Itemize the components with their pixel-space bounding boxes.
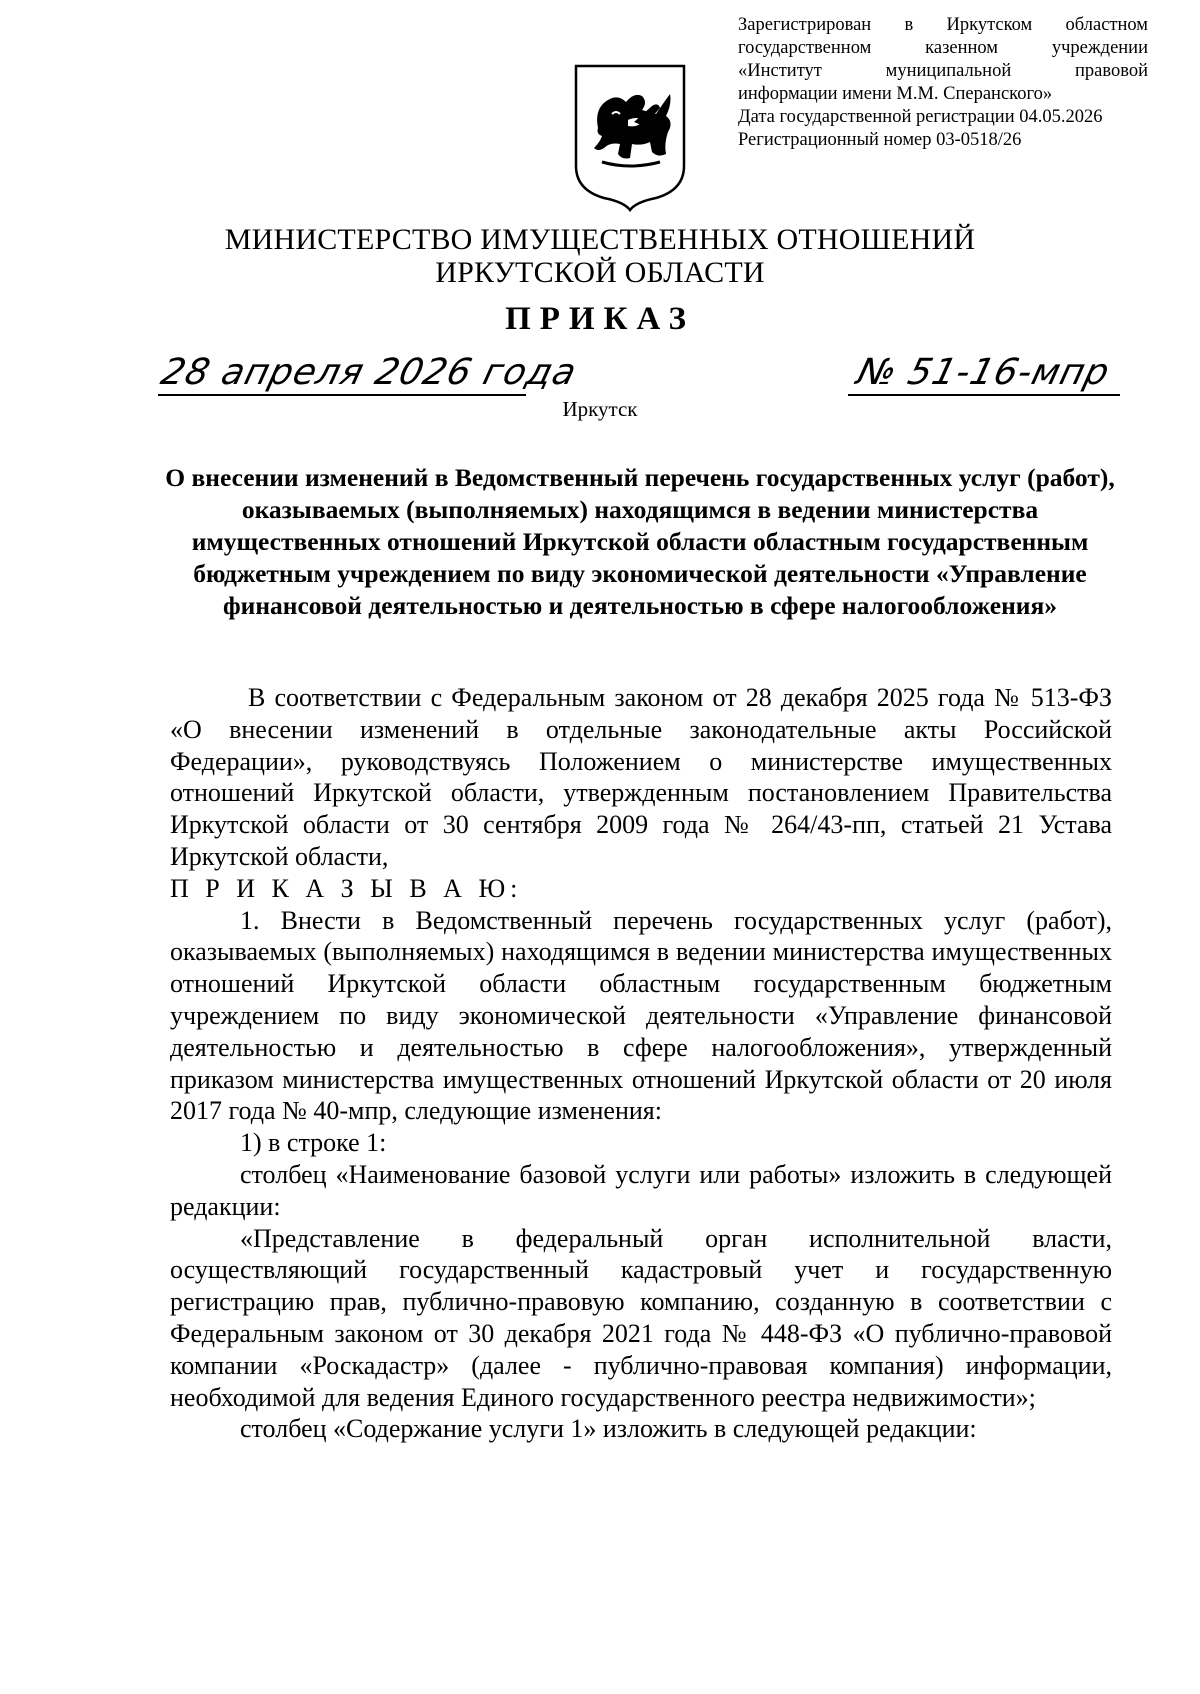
handwritten-date: 28 апреля 2026 года	[156, 352, 582, 393]
registration-date: Дата государственной регистрации 04.05.2026	[738, 107, 1103, 127]
handwritten-order-number: № 51-16-мпр	[852, 352, 1115, 393]
ministry-line-2: ИРКУТСКОЙ ОБЛАСТИ	[435, 256, 765, 289]
date-underline	[158, 394, 526, 396]
ministry-name	[100, 223, 1100, 289]
document-type-title: ПРИКАЗ	[505, 301, 695, 337]
order-directive-word: П Р И К А З Ы В А Ю:	[170, 873, 523, 903]
order-heading: О внесении изменений в Ведомственный перечень государственных услуг (работ), оказываемых (выполняемых) находящимся в ведении министерства имущественных отношений Иркутской области областным государственным бюджетным учреждением по виду экономической деятельности «Управление финансовой деятельностью и деятельностью в сфере налогообложения»	[165, 463, 1115, 620]
column-content-paragraph: столбец «Содержание услуги 1» изложить в следующей редакции:	[240, 1414, 977, 1444]
column-name-paragraph: столбец «Наименование базовой услуги или работы» изложить в следующей редакции:	[170, 1159, 1112, 1221]
registration-line: «Институт муниципальной правовой	[738, 61, 1148, 81]
preamble-paragraph: В соответствии с Федеральным законом от 28 декабря 2025 года № 513-ФЗ «О внесении изменений в отдельные законодательные акты Российской Федерации», руководствуясь Положением о министерстве имущественных отношений Иркутской области, утвержденным постановлением Правительства Иркутской области от 30 сентября 2009 года № 264/43-пп, статьей 21 Устава Иркутской области,	[170, 683, 1112, 871]
registration-stamp	[738, 14, 1148, 152]
registration-number: Регистрационный номер 03-0518/26	[738, 130, 1022, 150]
registration-line: информации имени М.М. Сперанского»	[738, 84, 1053, 104]
ministry-line-1: МИНИСТЕРСТВО ИМУЩЕСТВЕННЫХ ОТНОШЕНИЙ	[224, 223, 976, 256]
registration-line: Зарегистрирован в Иркутском областном	[738, 15, 1148, 35]
subclause-1: 1) в строке 1:	[240, 1128, 387, 1158]
new-wording-paragraph: «Представление в федеральный орган исполнительной власти, осуществляющий государственный кадастровый учет и государственную регистрацию прав, публично-правовую компанию, созданную в соответствии с Федеральным законом от 30 декабря 2021 года № 448-ФЗ «О публично-правовой компании «Роскадастр» (далее - публично-правовая компания) информации, необходимой для ведения Единого государственного реестра недвижимости»;	[170, 1223, 1112, 1412]
registration-line: государственном казенном учреждении	[738, 38, 1148, 58]
city-name: Иркутск	[562, 397, 638, 421]
clause-1-paragraph: 1. Внести в Ведомственный перечень государственных услуг (работ), оказываемых (выполняемых) находящимся в ведении министерства имущественных отношений Иркутской области областным государственным бюджетным учреждением по виду экономической деятельности «Управление финансовой деятельностью и деятельностью в сфере налогообложения», утвержденный приказом министерства имущественных отношений Иркутской области от 20 июля 2017 года № 40-мпр, следующие изменения:	[170, 905, 1112, 1126]
irkutsk-coat-of-arms-icon	[572, 62, 688, 212]
order-body	[170, 682, 1112, 1445]
number-underline	[848, 394, 1120, 396]
